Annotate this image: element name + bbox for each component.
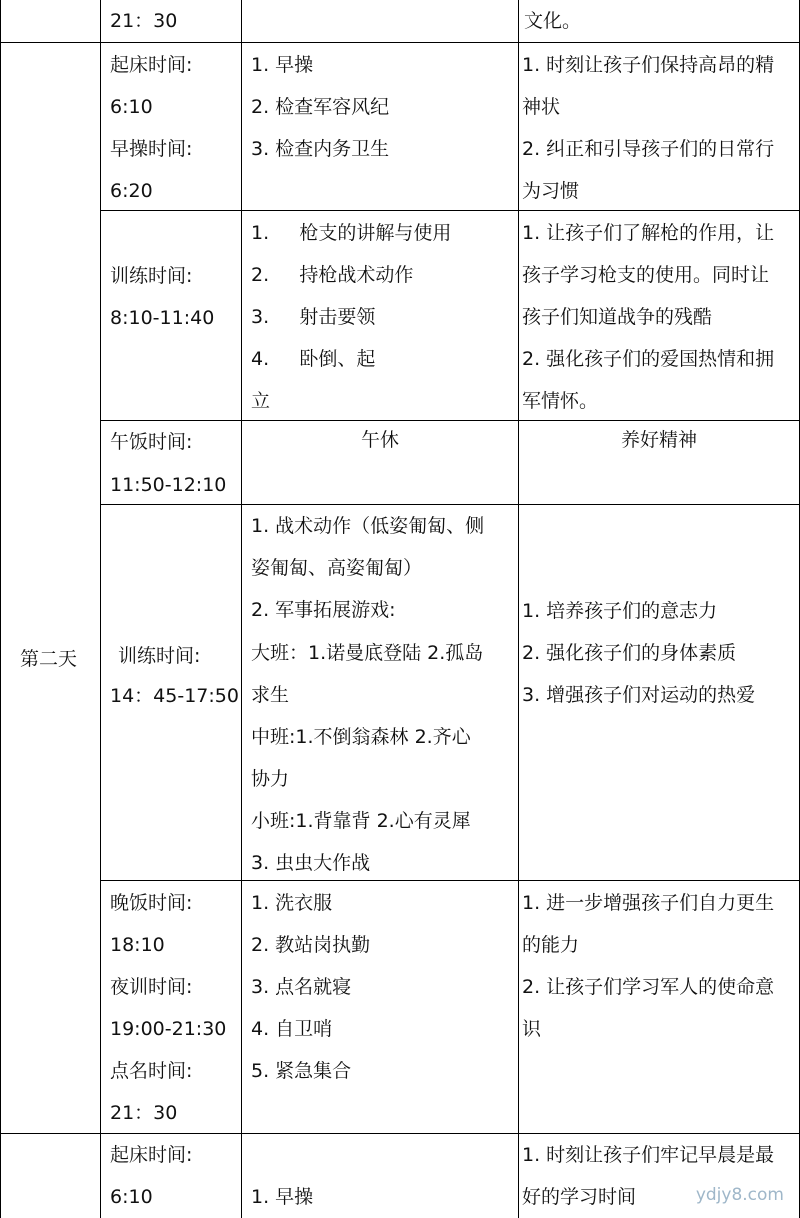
goal-cell-text: 2. 强化孩子们的身体素质 xyxy=(522,642,737,664)
content-cell-text: 3. 虫虫大作战 xyxy=(251,852,371,874)
goal-cell-text: 文化。 xyxy=(524,10,582,32)
time-cell-text: 训练时间: xyxy=(118,645,201,667)
time-cell-text: 8:10-11:40 xyxy=(110,307,215,329)
time-cell-text: 晚饭时间: xyxy=(110,892,193,914)
time-cell-text: 14：45-17:50 xyxy=(110,685,239,707)
time-cell-text: 夜训时间: xyxy=(110,976,193,998)
content-cell-text: 2. 教站岗执勤 xyxy=(251,934,371,956)
time-cell-text: 训练时间: xyxy=(110,265,193,287)
time-cell-text: 6:20 xyxy=(110,180,153,202)
row-rule xyxy=(100,504,800,505)
goal-cell-text: 为习惯 xyxy=(522,180,580,202)
content-cell-text: 2. 检查军容风纪 xyxy=(251,96,390,118)
column-rule xyxy=(241,0,242,1218)
goal-cell-text: 1. 时刻让孩子们牢记早晨是最 xyxy=(522,1144,775,1166)
content-cell-text: 求生 xyxy=(251,684,290,706)
day-label: 第二天 xyxy=(20,648,78,670)
time-cell-text: 早操时间: xyxy=(110,138,193,160)
goal-cell-text: 的能力 xyxy=(522,934,580,956)
goal-cell-text: 2. 纠正和引导孩子们的日常行 xyxy=(522,138,775,160)
time-cell-text: 11:50-12:10 xyxy=(110,474,227,496)
goal-cell-text: 3. 增强孩子们对运动的热爱 xyxy=(522,684,756,706)
goal-cell-text: 孩子们知道战争的残酷 xyxy=(522,306,713,328)
time-cell-text: 21：30 xyxy=(110,1102,178,1124)
content-cell-text: 1. 早操 xyxy=(251,1186,314,1208)
content-cell-text: 小班:1.背靠背 2.心有灵犀 xyxy=(251,810,471,832)
time-cell-text: 21：30 xyxy=(110,10,178,32)
goal-cell-text: 2. 强化孩子们的爱国热情和拥 xyxy=(522,348,775,370)
content-cell-text: 4. 自卫哨 xyxy=(251,1018,333,1040)
time-cell-text: 午饭时间: xyxy=(110,431,193,453)
row-rule xyxy=(100,880,800,881)
time-cell-text: 19:00-21:30 xyxy=(110,1018,227,1040)
content-cell-text: 协力 xyxy=(251,768,290,790)
content-cell-text: 大班：1.诺曼底登陆 2.孤岛 xyxy=(251,642,484,664)
content-cell-text: 5. 紧急集合 xyxy=(251,1060,352,1082)
goal-cell-text: 军情怀。 xyxy=(522,390,599,412)
goal-cell-text: 1. 时刻让孩子们保持高昂的精 xyxy=(522,54,775,76)
goal-cell-text: 1. 进一步增强孩子们自力更生 xyxy=(522,892,775,914)
row-rule xyxy=(0,42,800,43)
column-rule xyxy=(100,0,101,1218)
time-cell-text: 6:10 xyxy=(110,96,153,118)
goal-cell-text: 1. 让孩子们了解枪的作用，让 xyxy=(522,222,775,244)
goal-cell-text: 孩子学习枪支的使用。同时让 xyxy=(522,264,770,286)
time-cell-text: 起床时间: xyxy=(110,1144,193,1166)
content-cell-text: 1. 洗衣服 xyxy=(251,892,333,914)
content-cell-text: 1. 战术动作（低姿匍匐、侧 xyxy=(251,515,485,537)
content-cell-text: 2. 军事拓展游戏: xyxy=(251,599,396,621)
content-cell-text: 姿匍匐、高姿匍匐） xyxy=(251,557,423,579)
row-rule xyxy=(100,210,800,211)
content-cell-text: 4. 卧倒、起 xyxy=(251,348,376,370)
goal-cell-text: 养好精神 xyxy=(620,429,697,451)
content-cell-text: 3. 射击要领 xyxy=(251,306,376,328)
time-cell-text: 6:10 xyxy=(110,1186,153,1208)
time-cell-text: 起床时间: xyxy=(110,54,193,76)
row-rule xyxy=(100,420,800,421)
goal-cell-text: 神状 xyxy=(522,96,561,118)
content-cell-text: 午休 xyxy=(360,429,399,451)
content-cell-text: 立 xyxy=(251,390,271,412)
time-cell-text: 点名时间: xyxy=(110,1060,193,1082)
site-watermark: ydjy8.com xyxy=(695,1185,784,1205)
content-cell-text: 1. 枪支的讲解与使用 xyxy=(251,222,452,244)
column-rule xyxy=(518,0,519,1218)
content-cell-text: 3. 检查内务卫生 xyxy=(251,138,390,160)
goal-cell-text: 识 xyxy=(522,1018,542,1040)
goal-cell-text: 2. 让孩子们学习军人的使命意 xyxy=(522,976,775,998)
goal-cell-text: 好的学习时间 xyxy=(522,1186,637,1208)
column-rule xyxy=(0,0,1,1218)
content-cell-text: 1. 早操 xyxy=(251,54,314,76)
time-cell-text: 18:10 xyxy=(110,934,165,956)
content-cell-text: 3. 点名就寝 xyxy=(251,976,352,998)
content-cell-text: 2. 持枪战术动作 xyxy=(251,264,414,286)
row-rule xyxy=(0,1133,800,1134)
content-cell-text: 中班:1.不倒翁森林 2.齐心 xyxy=(251,726,471,748)
goal-cell-text: 1. 培养孩子们的意志力 xyxy=(522,600,718,622)
